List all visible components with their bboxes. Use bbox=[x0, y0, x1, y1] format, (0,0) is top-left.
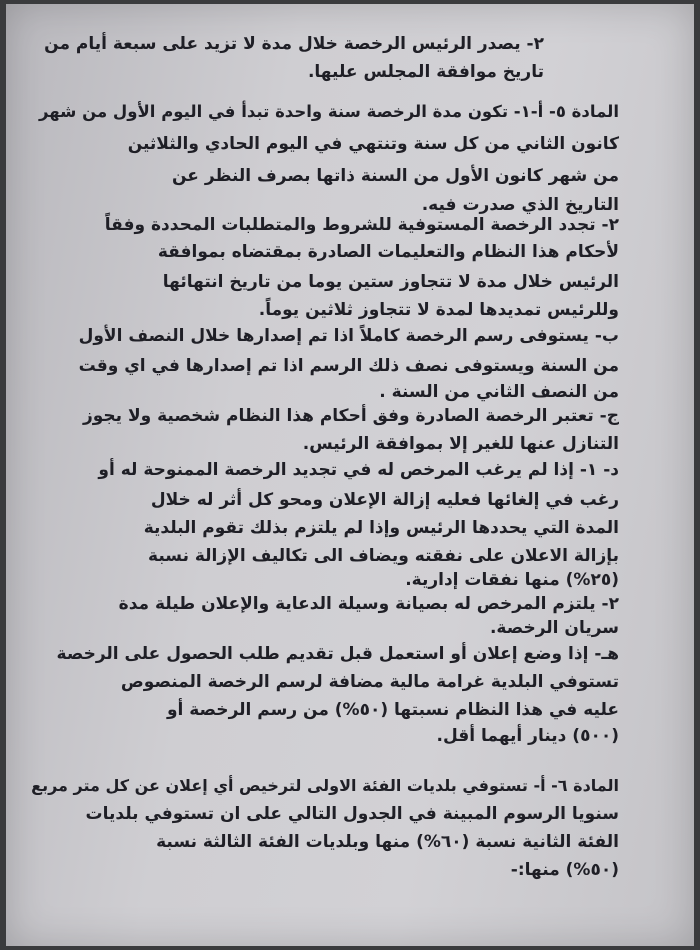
text-line: ٢- يلتزم المرخص له بصيانة وسيلة الدعاية والإعلان طيلة مدة bbox=[118, 594, 619, 614]
text-line: (٢٥%) منها نفقات إدارية. bbox=[405, 570, 619, 590]
text-line: عليه في هذا النظام نسبتها (٥٠%) من رسم الرخصة أو bbox=[166, 700, 619, 720]
text-line: من السنة ويستوفى نصف ذلك الرسم اذا تم إصدارها في اي وقت bbox=[78, 356, 619, 376]
text-line: ٢- تجدد الرخصة المستوفية للشروط والمتطلبات المحددة وفقاً bbox=[104, 215, 619, 235]
text-line: بإزالة الاعلان على نفقته ويضاف الى تكاليف الإزالة نسبة bbox=[148, 546, 619, 566]
text-line: تستوفي البلدية غرامة مالية مضافة لرسم الرخصة المنصوص bbox=[120, 672, 619, 692]
text-line: سنويا الرسوم المبينة في الجدول التالي على ان تستوفي بلديات bbox=[85, 804, 619, 824]
text-line: من النصف الثاني من السنة . bbox=[379, 382, 619, 402]
article-heading: المادة ٥- أ-١- تكون مدة الرخصة سنة واحدة تبدأ في اليوم الأول من شهر bbox=[39, 102, 619, 121]
text-line: من شهر كانون الأول من السنة ذاتها بصرف النظر عن bbox=[171, 166, 619, 186]
document-page bbox=[6, 4, 694, 946]
text-line: وللرئيس تمديدها لمدة لا تتجاوز ثلاثين يوماً. bbox=[258, 300, 619, 320]
text-line: ٢- يصدر الرئيس الرخصة خلال مدة لا تزيد على سبعة أيام من bbox=[44, 34, 544, 54]
text-line: ج- تعتبر الرخصة الصادرة وفق أحكام هذا النظام شخصية ولا يجوز bbox=[82, 406, 619, 426]
text-line: سريان الرخصة. bbox=[489, 618, 619, 638]
article-heading: المادة ٦- أ- تستوفي بلديات الفئة الاولى لترخيص أي إعلان عن كل متر مربع bbox=[31, 776, 619, 795]
text-line: الرئيس خلال مدة لا تتجاوز ستين يوما من تاريخ انتهائها bbox=[162, 272, 619, 292]
text-line: لأحكام هذا النظام والتعليمات الصادرة بمقتضاه بموافقة bbox=[157, 242, 619, 262]
text-line: كانون الثاني من كل سنة وتنتهي في اليوم الحادي والثلاثين bbox=[127, 134, 619, 154]
text-line: هـ- إذا وضع إعلان أو استعمل قبل تقديم طلب الحصول على الرخصة bbox=[56, 644, 619, 664]
text-line: د- ١- إذا لم يرغب المرخص له في تجديد الرخصة الممنوحة له أو bbox=[98, 460, 619, 480]
text-line: رغب في إلغائها فعليه إزالة الإعلان ومحو كل أثر له خلال bbox=[150, 490, 619, 510]
text-line: التنازل عنها للغير إلا بموافقة الرئيس. bbox=[302, 434, 619, 454]
text-line: (٥٠٠) دينار أيهما أقل. bbox=[436, 726, 619, 746]
text-line: المدة التي يحددها الرئيس وإذا لم يلتزم بذلك تقوم البلدية bbox=[143, 518, 619, 538]
text-line: التاريخ الذي صدرت فيه. bbox=[421, 195, 619, 215]
text-line: تاريخ موافقة المجلس عليها. bbox=[307, 62, 544, 82]
text-line: ب- يستوفى رسم الرخصة كاملاً اذا تم إصدارها خلال النصف الأول bbox=[78, 326, 619, 346]
text-line: الفئة الثانية نسبة (٦٠%) منها وبلديات الفئة الثالثة نسبة bbox=[156, 832, 619, 852]
text-line: (٥٠%) منها:- bbox=[510, 860, 619, 880]
